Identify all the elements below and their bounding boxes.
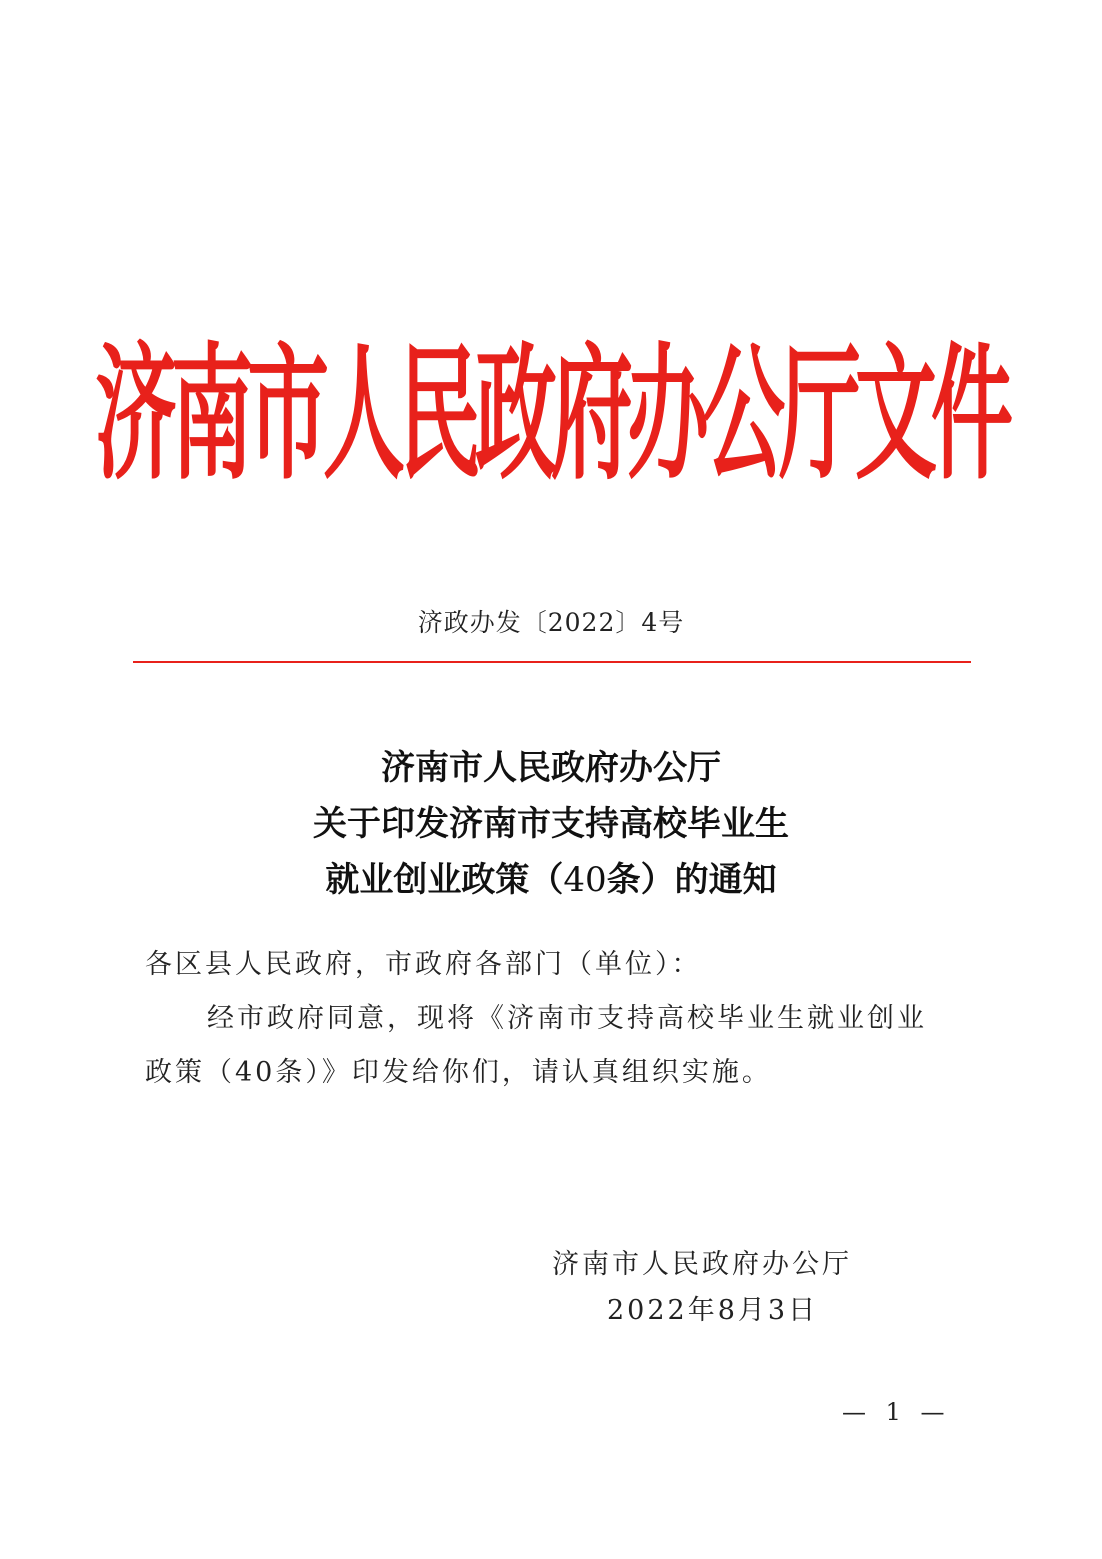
signature-date: 2022年8月3日	[607, 1295, 819, 1326]
document-title	[0, 740, 1102, 908]
title-line-1: 济南市人民政府办公厅	[381, 748, 721, 788]
signature-organization: 济南市人民政府办公厅	[552, 1249, 852, 1280]
paragraph-line-1: 经市政府同意，现将《济南市支持高校毕业生就业创业	[207, 1003, 927, 1034]
red-divider-line	[133, 661, 971, 663]
page-number: — 1 —	[842, 1398, 951, 1426]
title-line-3-prefix: 就业创业政策（	[325, 860, 564, 900]
paragraph-line-2: 政策（40条）》印发给你们，请认真组织实施。	[145, 1057, 772, 1088]
issuer-banner: 济南市人民政府办公厅文件	[94, 329, 1007, 501]
title-line-3-number: 40	[563, 860, 607, 900]
addressee: 各区县人民政府，市政府各部门（单位）：	[145, 949, 702, 980]
title-line-2: 关于印发济南市支持高校毕业生	[313, 804, 789, 844]
document-body	[145, 938, 965, 1100]
title-line-3-suffix: 条）的通知	[606, 860, 777, 900]
document-number: 济政办发〔2022〕4号	[417, 608, 685, 637]
title-line-3	[0, 852, 1102, 908]
